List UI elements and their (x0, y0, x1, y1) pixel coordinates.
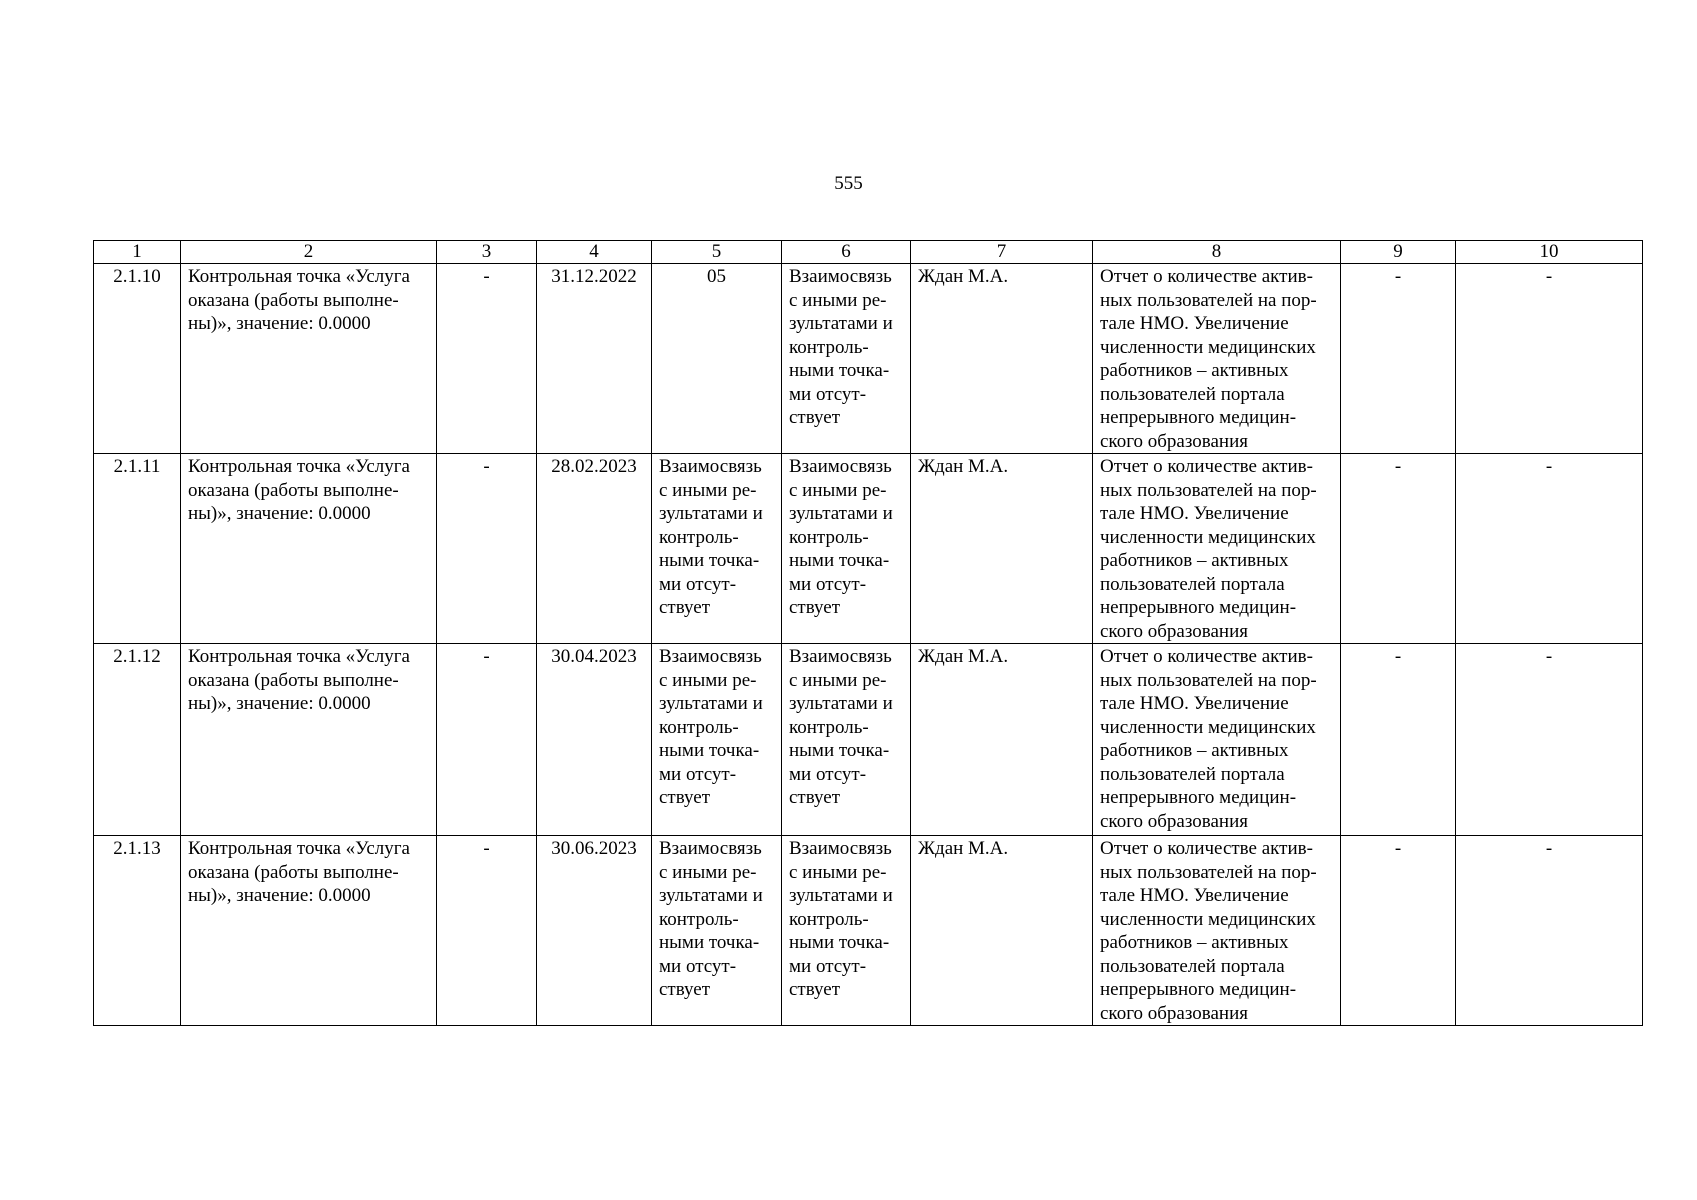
control-point-name-cell: Контрольная точка «Услуга оказана (работы выполне- ны)», значение: 0.0000 (181, 454, 437, 644)
report-description-cell: Отчет о количестве актив- ных пользователей на пор- тале НМО. Увеличение численности медицинских работников – активных пользователей портала непрерывного медицин- ского образования (1093, 644, 1341, 836)
cell-col10: - (1456, 264, 1643, 454)
cell-col9: - (1341, 644, 1456, 836)
row-number-cell: 2.1.10 (94, 264, 181, 454)
header-cell: 8 (1093, 241, 1341, 264)
cell-col3: - (437, 454, 537, 644)
cell-col5: 05 (652, 264, 782, 454)
cell-col5: Взаимосвязь с иными ре- зультатами и контроль- ными точка- ми отсут- ствует (652, 454, 782, 644)
date-cell: 31.12.2022 (537, 264, 652, 454)
row-number-cell: 2.1.11 (94, 454, 181, 644)
table-row (94, 454, 1643, 644)
report-description-cell: Отчет о количестве актив- ных пользователей на пор- тале НМО. Увеличение численности медицинских работников – активных пользователей портала непрерывного медицин- ского образования (1093, 264, 1341, 454)
cell-col6: Взаимосвязь с иными ре- зультатами и контроль- ными точка- ми отсут- ствует (782, 454, 911, 644)
cell-col6: Взаимосвязь с иными ре- зультатами и контроль- ными точка- ми отсут- ствует (782, 836, 911, 1026)
header-cell: 5 (652, 241, 782, 264)
date-cell: 30.06.2023 (537, 836, 652, 1026)
cell-col6: Взаимосвязь с иными ре- зультатами и контроль- ными точка- ми отсут- ствует (782, 644, 911, 836)
cell-col3: - (437, 264, 537, 454)
report-description-cell: Отчет о количестве актив- ных пользователей на пор- тале НМО. Увеличение численности медицинских работников – активных пользователей портала непрерывного медицин- ского образования (1093, 836, 1341, 1026)
row-number-cell: 2.1.12 (94, 644, 181, 836)
responsible-cell: Ждан М.А. (911, 264, 1093, 454)
cell-col3: - (437, 836, 537, 1026)
cell-col10: - (1456, 836, 1643, 1026)
date-cell: 28.02.2023 (537, 454, 652, 644)
header-cell: 4 (537, 241, 652, 264)
cell-col9: - (1341, 836, 1456, 1026)
cell-col10: - (1456, 644, 1643, 836)
row-number-cell: 2.1.13 (94, 836, 181, 1026)
header-cell: 2 (181, 241, 437, 264)
cell-col9: - (1341, 454, 1456, 644)
control-point-name-cell: Контрольная точка «Услуга оказана (работы выполне- ны)», значение: 0.0000 (181, 644, 437, 836)
table-header-row (94, 241, 1643, 264)
cell-col6: Взаимосвязь с иными ре- зультатами и контроль- ными точка- ми отсут- ствует (782, 264, 911, 454)
date-cell: 30.04.2023 (537, 644, 652, 836)
page-number: 555 (834, 173, 863, 194)
control-point-name-cell: Контрольная точка «Услуга оказана (работы выполне- ны)», значение: 0.0000 (181, 836, 437, 1026)
cell-col9: - (1341, 264, 1456, 454)
header-cell: 3 (437, 241, 537, 264)
header-cell: 7 (911, 241, 1093, 264)
cell-col5: Взаимосвязь с иными ре- зультатами и контроль- ными точка- ми отсут- ствует (652, 644, 782, 836)
control-point-name-cell: Контрольная точка «Услуга оказана (работы выполне- ны)», значение: 0.0000 (181, 264, 437, 454)
cell-col3: - (437, 644, 537, 836)
responsible-cell: Ждан М.А. (911, 454, 1093, 644)
control-points-table (93, 240, 1643, 1026)
table-row (94, 264, 1643, 454)
report-description-cell: Отчет о количестве актив- ных пользователей на пор- тале НМО. Увеличение численности медицинских работников – активных пользователей портала непрерывного медицин- ского образования (1093, 454, 1341, 644)
header-cell: 9 (1341, 241, 1456, 264)
cell-col10: - (1456, 454, 1643, 644)
table-row (94, 644, 1643, 836)
responsible-cell: Ждан М.А. (911, 836, 1093, 1026)
header-cell: 10 (1456, 241, 1643, 264)
table-row (94, 836, 1643, 1026)
header-cell: 6 (782, 241, 911, 264)
header-cell: 1 (94, 241, 181, 264)
cell-col5: Взаимосвязь с иными ре- зультатами и контроль- ными точка- ми отсут- ствует (652, 836, 782, 1026)
responsible-cell: Ждан М.А. (911, 644, 1093, 836)
